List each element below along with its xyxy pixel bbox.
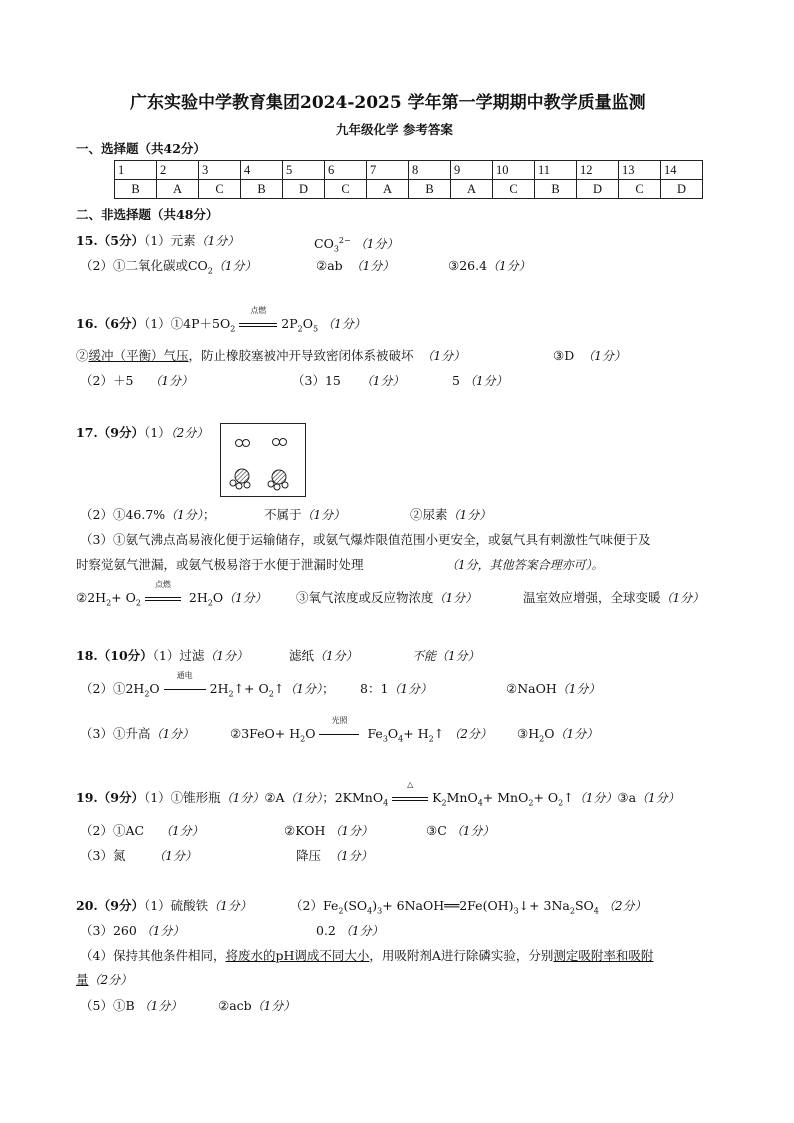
q16-line2	[76, 348, 465, 364]
q19-a3r-o: + O	[533, 790, 559, 805]
q20-eq	[290, 898, 646, 920]
q19-part3: （3）	[80, 848, 113, 863]
q17-l3: ①氨气沸点高易液化便于运输储存，或氨气爆炸限值范围小更安全，或氨气具有刺激性气味便于及	[112, 532, 651, 547]
q20-d1: 保持其他条件相同，	[112, 948, 226, 963]
q19-c1-mark: （1分）	[153, 849, 197, 863]
q17-a3	[410, 507, 491, 523]
q17-l5-mark: （1分）	[223, 591, 267, 605]
q20-d2: 将废水的pH调成不同大小	[225, 948, 370, 963]
q17-l5f-mark: （1分）	[660, 591, 705, 605]
q19-c2-text: 降压	[296, 848, 322, 863]
q19-line2	[80, 823, 204, 839]
q16-l2-num: ②	[76, 348, 89, 363]
answer-value-cell: C	[325, 180, 367, 199]
q20-part5: （5）	[80, 998, 113, 1013]
answer-number-cell: 1	[115, 161, 157, 180]
q20-d3: ，用吸附剂A进行除磷实验，分别	[369, 948, 554, 963]
q18-c1: ①升高	[112, 726, 151, 741]
q18-c2-mark: （2分）	[448, 727, 492, 741]
q17-a3-mark: （1分）	[447, 508, 492, 522]
q15-a2-mark: （1分）	[354, 237, 399, 252]
q20-f2-text: ②acb	[218, 998, 252, 1013]
q19-a2-mark: （1分）	[284, 791, 323, 805]
q18-eq-arrow	[164, 671, 206, 697]
answer-number-cell: 4	[241, 161, 283, 180]
q19-eq-arrow	[392, 780, 428, 806]
q20-c2-mark: （1分）	[339, 924, 384, 938]
q19-b3-mark: （1分）	[450, 824, 495, 838]
q18-a3	[412, 648, 480, 664]
q19-c2-mark: （1分）	[328, 849, 373, 863]
q18-e1-sub: 2	[144, 689, 150, 699]
q18-a2	[289, 648, 358, 664]
q19-a3r-mn: MnO	[446, 790, 478, 805]
q17-a1: ①46.7%	[112, 507, 166, 522]
q18-part3: （3）	[80, 726, 113, 741]
q17-part2: （2）	[80, 507, 113, 522]
q18-eq2-arrow	[319, 716, 359, 742]
q17-l5-c-sub: 2	[207, 598, 213, 608]
answer-number-cell: 6	[325, 161, 367, 180]
q17-eq-condition: 点燃	[154, 580, 171, 589]
q18-e1e: ↑	[273, 681, 285, 696]
q19-semi: ；	[322, 790, 335, 805]
q19-head: 19.（9分）	[76, 790, 144, 805]
q15-b1: ①二氧化碳或CO	[112, 258, 208, 273]
q18-b2	[506, 681, 600, 697]
q18-part2: （2）	[80, 681, 113, 696]
q17-eq-arrow	[145, 580, 181, 606]
answer-value-cell: B	[409, 180, 451, 199]
q19-a3r-up: ↑	[563, 790, 574, 805]
q17-part3: （3）	[80, 532, 113, 547]
page-title: 广东实验中学教育集团2024-2025 学年第一学期期中教学质量监测	[130, 93, 646, 113]
q18-c2c: Fe	[367, 726, 383, 741]
q20-d-mark: （2分）	[88, 973, 133, 987]
q15-a1-mark: （1分）	[195, 234, 240, 248]
q20-a1: 硫酸铁	[170, 898, 209, 913]
q17-line2	[80, 507, 215, 523]
q18-c2	[230, 716, 492, 748]
q16-eq-right-o: O	[302, 316, 314, 331]
q18-line1	[76, 648, 248, 664]
q17-line3	[80, 532, 650, 548]
page-subtitle: 九年级化学 参考答案	[336, 122, 453, 137]
q19-a3: 2KMnO	[334, 790, 384, 805]
q17-l5-d: O	[212, 590, 224, 605]
answer-value-cell: B	[535, 180, 577, 199]
q16-v3b-mark: （1分）	[463, 374, 508, 388]
q18-e1: ①2H	[112, 681, 145, 696]
q20-line3	[80, 923, 184, 939]
q18-a1: 过滤	[179, 648, 205, 663]
q17-p1-mark: （2分）	[170, 426, 209, 440]
answer-value-cell: C	[493, 180, 535, 199]
q20-part2: （2）	[290, 898, 323, 913]
q16-eq-condition: 点燃	[250, 306, 267, 315]
q16-l2d	[553, 348, 626, 364]
q17-a3-text: ②尿素	[410, 507, 448, 522]
q15-line2	[80, 258, 257, 280]
q20-e1-sub6: 4	[593, 906, 599, 916]
q16-eq-right: 2P	[281, 316, 298, 331]
q18-eq2-condition: 光照	[331, 716, 348, 725]
q19-a3r: K	[432, 790, 442, 805]
q20-e1-sub2: 4	[367, 906, 373, 916]
q18-e1d: ↑+ O	[233, 681, 269, 696]
q19-a3r-sub1: 2	[441, 798, 447, 808]
q18-c2c-sub1: 3	[382, 734, 388, 744]
answer-value-cell: B	[241, 180, 283, 199]
q20-c1: 260	[112, 923, 137, 938]
q18-c3b: O	[544, 726, 555, 741]
q15-b3-mark: （1分）	[487, 259, 531, 273]
q18-c2c-o: O	[387, 726, 399, 741]
q20-part1: （1）	[143, 898, 171, 913]
answer-number-cell: 11	[535, 161, 577, 180]
q20-c2	[316, 923, 384, 939]
q16-l2-rest: ，防止橡胶塞被冲开导致密闭体系被破坏	[188, 348, 414, 363]
answer-value-cell: D	[661, 180, 703, 199]
answer-value-cell: A	[451, 180, 493, 199]
q18-c3	[517, 726, 598, 748]
q16-eq-right-sub1: 2	[297, 324, 303, 334]
particle-diagram	[220, 423, 306, 497]
q15-a2-sub: 3	[333, 244, 339, 254]
q17-part1: （1）	[143, 425, 171, 440]
q18-eq-condition: 通电	[176, 671, 193, 680]
q18-e1c: 2H	[209, 681, 229, 696]
q19-b2-text: ②KOH	[284, 823, 326, 838]
q17-l5-b: + O	[111, 590, 136, 605]
answer-number-cell: 12	[577, 161, 619, 180]
q20-e1-mark: （2分）	[602, 899, 647, 913]
q19-b1: ①AC	[112, 823, 145, 838]
q17-a1-mark: （1分）	[165, 508, 203, 522]
q15-a2	[314, 233, 398, 258]
q18-c2b: O	[305, 726, 316, 741]
q19-a3-sub: 4	[383, 798, 389, 808]
q16-l2-key: 缓冲（平衡）气压	[88, 348, 189, 363]
q20-e1f: ↓+ 3Na	[518, 898, 570, 913]
q16-part3: （3）	[292, 373, 325, 388]
q17-l5f	[523, 590, 704, 606]
q15-a1: 元素	[170, 233, 196, 248]
q20-e1d: + 6NaOH	[382, 898, 445, 913]
q19-a3r-plus: + MnO	[482, 790, 529, 805]
q19-a3r-sub3: 2	[528, 798, 534, 808]
q18-c2a: ②3FeO+ H	[230, 726, 301, 741]
q16-eq-right-sub2: 5	[313, 324, 319, 334]
q20-f2	[218, 998, 295, 1014]
q17-l4-note: （1分，其他答案合理亦可）。	[446, 558, 604, 572]
answer-number-cell: 10	[493, 161, 535, 180]
q19-eq-condition: △	[407, 780, 414, 789]
q18-b2-text: ②NaOH	[506, 681, 557, 696]
q16-line3b	[292, 373, 404, 389]
q20-e1e: 2Fe(OH)	[459, 898, 514, 913]
q18-c2c-sub2: 4	[398, 734, 404, 744]
q15-a2-text: CO	[314, 236, 334, 252]
answer-value-cell: A	[367, 180, 409, 199]
q18-semi: ；	[321, 681, 335, 696]
q19-part1: （1）	[143, 790, 171, 805]
q18-e1-mark: （1分）	[284, 682, 322, 696]
q17-l5f-text: 温室效应增强，全球变暖	[523, 590, 661, 605]
q16-v3b: 5	[452, 373, 460, 388]
q18-e1b: O	[149, 681, 160, 696]
q18-ratio-mark: （1分）	[388, 682, 433, 696]
q16-l2d-text: ③D	[553, 348, 575, 363]
q17-l5-a-sub: 2	[106, 598, 112, 608]
answer-table	[114, 160, 703, 199]
q18-ratio-text: 8：1	[360, 681, 389, 696]
answer-number-cell: 7	[367, 161, 409, 180]
answer-number-cell: 3	[199, 161, 241, 180]
q18-c2d: + H	[403, 726, 429, 741]
answer-value-cell: C	[619, 180, 661, 199]
q18-c2e: ↑	[433, 726, 445, 741]
q16-v2: ＋5	[112, 373, 134, 388]
q20-line5	[80, 998, 182, 1014]
q20-line1	[76, 898, 252, 914]
q20-a1-mark: （1分）	[208, 899, 252, 913]
answer-value-cell: A	[157, 180, 199, 199]
q17-l5-a: ②2H	[76, 590, 107, 605]
section1-heading: 一、选择题（共42分）	[76, 141, 206, 156]
answer-value-cell: D	[577, 180, 619, 199]
q15-a2-sup: 2−	[338, 236, 351, 245]
q17-head: 17.（9分）	[76, 425, 144, 440]
q20-d4: 测定吸附率和吸附	[553, 948, 654, 963]
q18-c1-mark: （1分）	[150, 727, 195, 741]
q16-v3: 15	[324, 373, 341, 388]
q18-head: 18.（10分）	[76, 648, 153, 663]
q19-b1-mark: （1分）	[159, 824, 204, 838]
q19-a4: ③a	[617, 790, 637, 805]
q15-part2: （2）	[80, 258, 113, 273]
q15-b3	[448, 258, 531, 274]
q17-a2-text: 不属于	[264, 507, 302, 522]
q15-b1-mark: （1分）	[212, 259, 257, 273]
q15-line1	[76, 233, 239, 249]
q19-c2	[296, 848, 373, 864]
q17-l4: 时察觉氨气泄漏，或氨气极易溶于水便于泄漏时处理	[76, 557, 364, 572]
q16-eq-arrow	[239, 306, 277, 332]
q19-a1: ①锥形瓶	[170, 790, 221, 805]
q16-v2-mark: （1分）	[149, 374, 193, 388]
q19-a3-mark: （1分）	[573, 791, 618, 805]
q17-semi: ；	[202, 507, 216, 522]
q17-line1	[76, 425, 208, 441]
answer-number-cell: 9	[451, 161, 493, 180]
q15-b3-text: ③26.4	[448, 258, 488, 273]
q15-head: 15.（5分）	[76, 233, 144, 248]
q15-b2-text: ②ab	[316, 258, 343, 273]
q20-e1b: (SO	[343, 898, 368, 913]
q20-part3: （3）	[80, 923, 113, 938]
q19-b3-text: ③C	[426, 823, 447, 838]
q17-a2	[264, 507, 345, 523]
q16-l2-mark: （1分）	[421, 349, 466, 363]
q20-e1-equals: ══	[444, 898, 460, 913]
q18-a3-text: 不能	[412, 649, 437, 663]
q16-line3	[80, 373, 193, 389]
q18-c3-text: ③H	[517, 726, 540, 741]
q15-part1: （1）	[143, 233, 171, 248]
q17-line4	[76, 557, 364, 573]
answer-value-cell: D	[283, 180, 325, 199]
q20-e1g: SO	[574, 898, 594, 913]
answer-number-cell: 14	[661, 161, 703, 180]
answer-value-cell: B	[115, 180, 157, 199]
q20-e1-sub3: 3	[377, 906, 383, 916]
q18-a2-text: 滤纸	[289, 648, 315, 663]
q15-b2-mark: （1分）	[350, 259, 395, 273]
q17-l5e	[296, 590, 477, 606]
q15-b2	[316, 258, 394, 274]
q18-c2d-sub: 2	[428, 734, 434, 744]
q16-line3c	[452, 373, 508, 389]
q16-eq-mark: （1分）	[322, 317, 366, 331]
q18-ratio	[360, 681, 432, 697]
q18-a1-mark: （1分）	[204, 649, 249, 663]
q19-a4-mark: （1分）	[636, 791, 680, 805]
section2-heading: 二、非选择题（共48分）	[76, 207, 219, 222]
q19-line3	[80, 848, 197, 864]
q18-c3-sub: 2	[539, 734, 545, 744]
q18-a3-mark: （1分）	[436, 649, 480, 663]
q20-d5: 量	[76, 972, 89, 987]
q20-e1-sub5: 2	[569, 906, 575, 916]
q20-line4	[80, 948, 653, 964]
answer-number-cell: 5	[283, 161, 325, 180]
q16-eq-left: ①4P＋5O	[170, 316, 231, 331]
q19-c1: 氮	[112, 848, 126, 863]
q18-part1: （1）	[152, 648, 180, 663]
q20-f2-mark: （1分）	[251, 999, 296, 1013]
q19-line1	[76, 780, 680, 812]
q20-part4: （4）	[80, 948, 113, 963]
q19-a1-mark: （1分）	[220, 791, 265, 805]
answer-value-cell: C	[199, 180, 241, 199]
q16-eq-left-sub: 2	[230, 324, 236, 334]
q17-a2-mark: （1分）	[301, 508, 346, 522]
answer-number-cell: 8	[409, 161, 451, 180]
q18-e1d-sub: 2	[268, 689, 274, 699]
q17-l5-c: 2H	[188, 590, 208, 605]
q20-f1: ①B	[112, 998, 135, 1013]
q20-c2-text: 0.2	[316, 923, 336, 938]
answer-number-cell: 2	[157, 161, 199, 180]
q18-line3	[80, 726, 194, 742]
particle-diagram-svg	[221, 424, 305, 496]
q20-c1-mark: （1分）	[140, 924, 185, 938]
answer-number-cell: 13	[619, 161, 661, 180]
q18-a2-mark: （1分）	[314, 649, 358, 663]
q16-part2: （2）	[80, 373, 113, 388]
q18-line2	[80, 671, 335, 703]
answer-table-answer-row	[115, 180, 703, 199]
q16-head: 16.（6分）	[76, 316, 144, 331]
q18-b2-mark: （1分）	[556, 682, 601, 696]
answer-table-number-row	[115, 161, 703, 180]
q19-part2: （2）	[80, 823, 113, 838]
q17-line5	[76, 580, 267, 612]
q20-f1-mark: （1分）	[138, 999, 183, 1013]
q16-part1: （1）	[143, 316, 171, 331]
q20-e1c: )	[372, 898, 378, 913]
q18-c3-mark: （1分）	[554, 727, 599, 741]
q19-b3	[426, 823, 494, 839]
q19-a3r-sub4: 2	[558, 798, 564, 808]
q20-line4b	[76, 972, 132, 988]
q15-b1-sub: 2	[207, 266, 213, 276]
q16-v3-mark: （1分）	[360, 374, 405, 388]
q19-b2	[284, 823, 373, 839]
q19-b2-mark: （1分）	[329, 824, 373, 838]
q19-a2: ②A	[264, 790, 285, 805]
q17-l5e-mark: （1分）	[433, 591, 478, 605]
q20-e1: Fe	[322, 898, 339, 913]
q19-a3r-sub2: 4	[477, 798, 483, 808]
q17-l5e-text: ③氧气浓度或反应物浓度	[296, 590, 434, 605]
q17-l5-b-sub: 2	[135, 598, 141, 608]
q18-e1c-sub: 2	[228, 689, 234, 699]
q20-e1-sub1: 2	[338, 906, 344, 916]
q20-e1-sub4: 3	[513, 906, 519, 916]
q16-l2d-mark: （1分）	[582, 349, 626, 363]
q18-c2a-sub: 2	[300, 734, 306, 744]
q16-line1	[76, 306, 366, 338]
q20-head: 20.（9分）	[76, 898, 144, 913]
